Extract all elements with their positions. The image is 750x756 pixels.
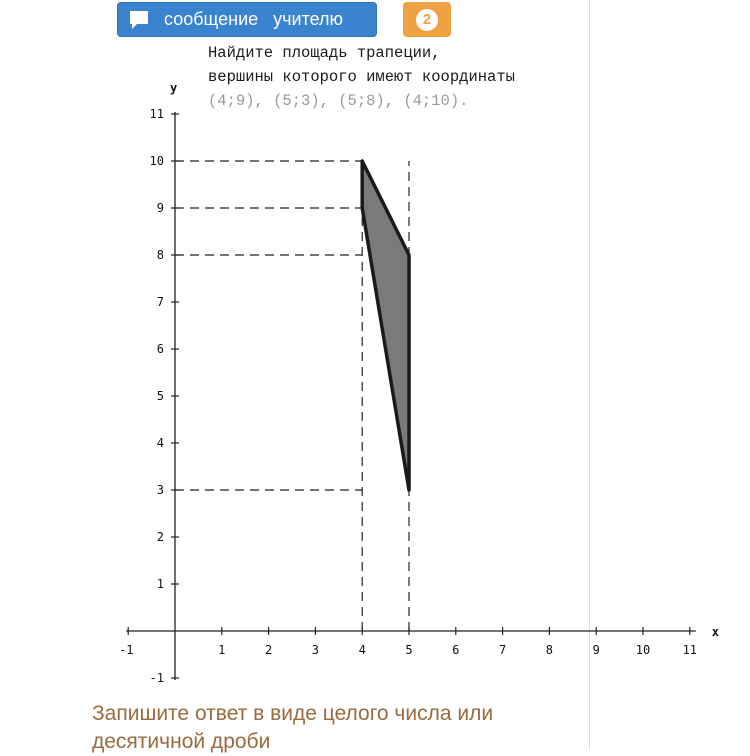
x-tick-label: 6 (452, 643, 460, 657)
y-tick-label: 5 (156, 389, 164, 403)
y-tick-label: 11 (149, 107, 164, 121)
y-tick-label: 4 (156, 436, 164, 450)
x-tick-label: 8 (545, 643, 554, 657)
x-tick-label: 1 (218, 643, 226, 657)
task-line-1: Найдите площадь трапеции, (208, 44, 441, 62)
y-axis-label: y (170, 81, 178, 95)
x-tick-label: 7 (498, 643, 507, 657)
x-tick-label: 4 (358, 643, 366, 657)
y-tick-label: 2 (156, 530, 164, 544)
y-tick-label: 7 (156, 295, 164, 309)
y-tick-label: -1 (149, 671, 164, 685)
badge-count: 2 (416, 9, 438, 31)
trapezoid-shape (362, 161, 409, 490)
y-tick-label: 10 (149, 154, 164, 168)
x-tick-label: 10 (635, 643, 651, 657)
task-line-3: (4;9), (5;3), (5;8), (4;10). (208, 92, 469, 110)
y-tick-label: 1 (156, 577, 164, 591)
message-teacher-label: сообщение учителю (164, 9, 344, 29)
x-tick-label: 2 (264, 643, 273, 657)
x-tick-label: 5 (405, 643, 413, 657)
x-tick-label: 11 (682, 643, 698, 657)
x-tick-label: -1 (118, 643, 134, 657)
y-tick-label: 3 (156, 483, 164, 497)
x-axis-label: x (711, 625, 720, 639)
y-tick-label: 9 (156, 201, 164, 215)
x-tick-label: 9 (592, 643, 600, 657)
y-tick-label: 8 (156, 248, 164, 262)
answer-hint: Запишите ответ в виде целого числа или десятичной дроби (92, 702, 494, 753)
task-line-2: вершины которого имеют координаты (208, 68, 515, 86)
y-tick-label: 6 (156, 342, 164, 356)
x-tick-label: 3 (311, 643, 320, 657)
